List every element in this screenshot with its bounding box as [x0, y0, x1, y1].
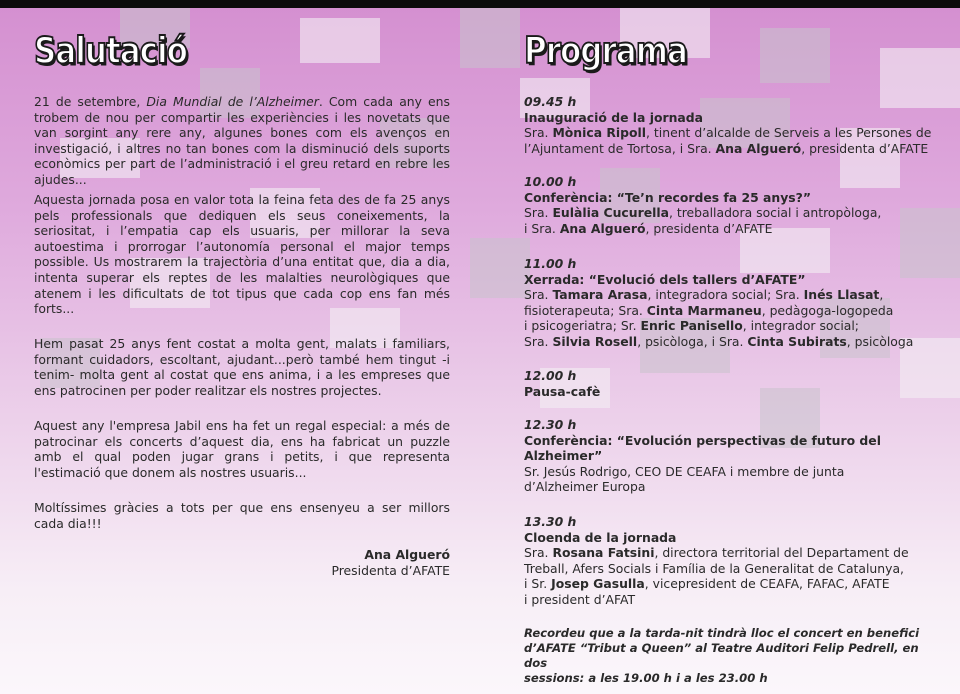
signature-role: Presidenta d’AFATE [331, 563, 450, 578]
event-speakers-line-2: d’Alzheimer Europa [524, 479, 646, 495]
event-time: 13.30 h [524, 514, 577, 529]
concert-note-line-1: Recordeu que a la tarda-nit tindrà lloc el concert en benefici [524, 626, 920, 640]
greeting-paragraph-3: Hem pasat 25 anys fent costat a molta gent, malats i familiars, formant cuidadors, escoltant, ajudant...però també hem tingut -i tenim- molta gent al costat que ens anima, i a les empreses que ens patrocinen per poder realitzar els nostres projectes. [34, 336, 450, 398]
event-speakers-line-2: l’Ajuntament de Tortosa, i Sra. Ana Algueró, presidenta d’AFATE [524, 140, 929, 156]
event-heading: Cloenda de la jornada [524, 529, 677, 545]
event-speakers-line-3: i Sr. Josep Gasulla, vicepresident de CEAFA, FAFAC, AFATE [524, 576, 890, 592]
programa-title: Programa [524, 30, 687, 73]
program-item-1330 [524, 514, 934, 608]
event-time: 10.00 h [524, 174, 577, 189]
event-speakers-line-1: Sra. Mònica Ripoll, tinent d’alcalde de Serveis a les Persones de [524, 125, 932, 141]
event-speakers-line-1: Sra. Rosana Fatsini, directora territorial del Departament de [524, 545, 909, 561]
greeting-paragraph-1: 21 de setembre, Dia Mundial de l’Alzheimer. Com cada any ens trobem de nou per compartir les experiències i les novetats que van sorgint any rere any, algunes bones com els avenços en investigació, i altres no tan bones com la disminució dels suports econòmics per part de l’administració i el greu retard en rebre les ajudes... [34, 94, 450, 187]
program-item-1000 [524, 174, 934, 236]
event-speakers-line-1: Sra. Tamara Arasa, integradora social; Sra. Inés Llasat, [524, 287, 884, 303]
event-speakers-line-2: fisioterapeuta; Sra. Cinta Marmaneu, pedàgoga-logopeda [524, 302, 894, 318]
event-speakers-line-1: Sr. Jesús Rodrigo, CEO DE CEAFA i membre de junta [524, 463, 845, 479]
event-heading: Xerrada: “Evolució dels tallers d’AFATE” [524, 271, 806, 287]
concert-note-line-3: sessions: a les 19.00 h i a les 23.00 h [524, 671, 768, 685]
event-time: 12.30 h [524, 417, 577, 432]
concert-note-line-2: d’AFATE “Tribut a Queen” al Teatre Auditori Felip Pedrell, en dos [524, 641, 919, 670]
greeting-paragraph-4: Aquest any l'empresa Jabil ens ha fet un regal especial: a més de patrocinar els concerts d’aquest dia, ens ha fabricat un puzzle amb el qual poden jugar grans i petits, i que representa l'estimació que donem als nostres usuaris... [34, 418, 450, 480]
event-heading: Inauguració de la jornada [524, 109, 703, 125]
concert-note [524, 626, 934, 686]
event-heading-line-2: Alzheimer” [524, 448, 603, 464]
event-heading: Conferència: “Te’n recordes fa 25 anys?” [524, 189, 812, 205]
event-speakers-line-3: i psicogeriatra; Sr. Enric Panisello, integrador social; [524, 318, 859, 334]
greeting-paragraph-5: Moltíssimes gràcies a tots per que ens ensenyeu a ser millors cada dia!!! [34, 500, 450, 531]
program-item-1230 [524, 417, 934, 495]
salutacio-title: Salutació [34, 30, 187, 73]
event-speakers-line-2: i Sra. Ana Algueró, presidenta d’AFATE [524, 220, 773, 236]
event-speakers-line-4: i president d’AFAT [524, 591, 636, 607]
program-item-0945 [524, 94, 934, 156]
event-time: 12.00 h [524, 368, 577, 383]
event-time: 11.00 h [524, 256, 577, 271]
signature-name: Ana Algueró [364, 547, 450, 562]
event-time: 09.45 h [524, 94, 577, 109]
event-speakers-line-2: Treball, Afers Socials i Família de la Generalitat de Catalunya, [524, 560, 904, 576]
program-item-1200 [524, 368, 934, 399]
program-item-1100 [524, 256, 934, 350]
event-heading: Pausa-cafè [524, 383, 601, 399]
event-speakers-line-4: Sra. Silvia Rosell, psicòloga, i Sra. Cinta Subirats, psicòloga [524, 333, 914, 349]
event-speakers-line-1: Sra. Eulàlia Cucurella, treballadora social i antropòloga, [524, 205, 882, 221]
greeting-paragraph-2: Aquesta jornada posa en valor tota la feina feta des de fa 25 anys pels professionals que dediquen els seus coneixements, la seriositat, i l’empatia cap els usuaris, per millorar la seva autoestima i prorrogar l’autonomía personal el major temps possible. Us mostrarem la trajectòria d’una entitat que, dia a dia, intenta superar els reptes de les malalties neurològiques que atenem i les dificultats de tot tipus que cada cop ens fan més forts... [34, 192, 450, 317]
event-heading-line-1: Conferència: “Evolución perspectivas de futuro del [524, 432, 881, 448]
signature [34, 547, 450, 579]
top-border [0, 0, 960, 8]
